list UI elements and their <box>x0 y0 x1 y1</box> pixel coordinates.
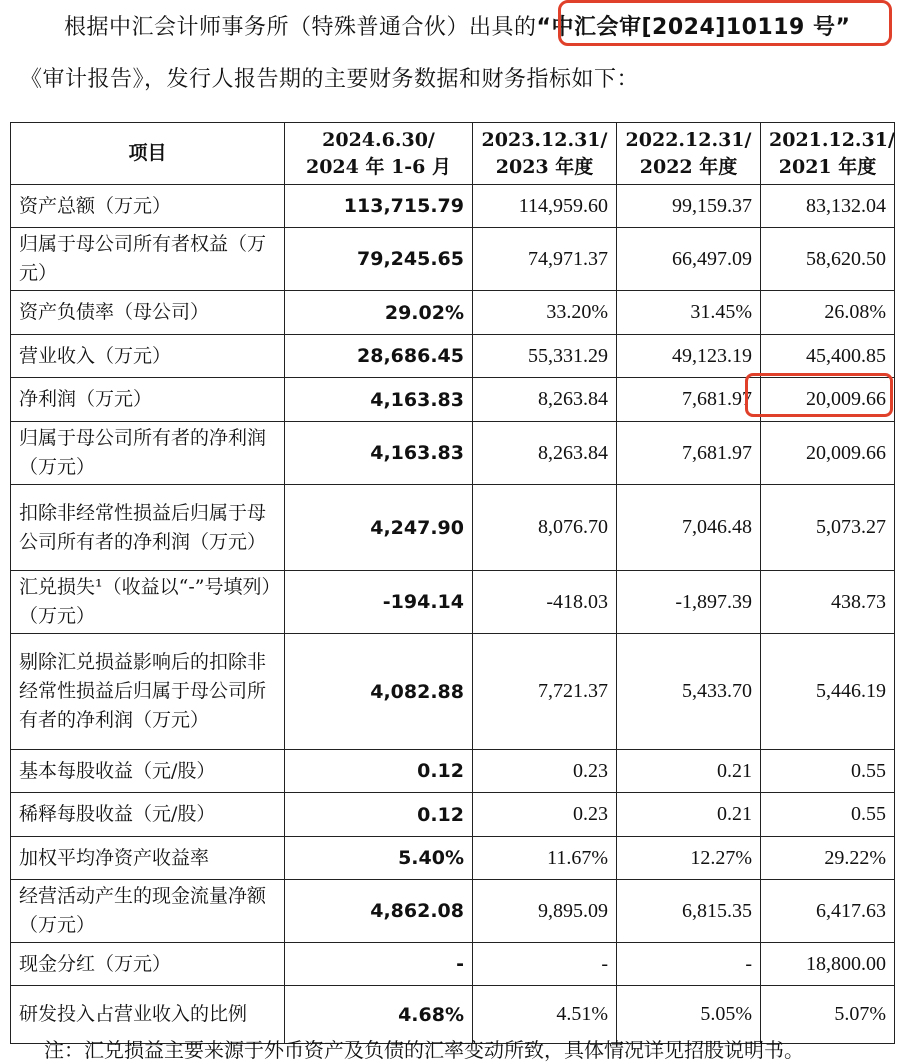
cell-value-2024h1: 113,715.79 <box>285 185 473 228</box>
cell-value-2022: 0.21 <box>617 793 761 837</box>
cell-value-2022: 49,123.19 <box>617 335 761 378</box>
cell-value-2022: 66,497.09 <box>617 228 761 291</box>
cell-value-2022: 99,159.37 <box>617 185 761 228</box>
cell-value-2021: 58,620.50 <box>761 228 895 291</box>
table-row <box>11 943 895 986</box>
cell-value-2022: 31.45% <box>617 291 761 335</box>
cell-value-2021: 5,446.19 <box>761 634 895 750</box>
table-row <box>11 228 895 291</box>
row-item-label: 归属于母公司所有者权益（万元） <box>11 228 285 291</box>
cell-value-2023: 11.67% <box>473 837 617 880</box>
cell-value-2023: 0.23 <box>473 750 617 793</box>
cell-value-2023: 9,895.09 <box>473 880 617 943</box>
row-item-label: 汇兑损失¹（收益以“-”号填列）（万元） <box>11 571 285 634</box>
row-item-label: 经营活动产生的现金流量净额（万元） <box>11 880 285 943</box>
cell-value-2021: 20,009.66 <box>761 422 895 485</box>
cell-value-2022: 7,681.97 <box>617 422 761 485</box>
cell-value-2024h1: 4,247.90 <box>285 485 473 571</box>
row-item-label: 现金分红（万元） <box>11 943 285 986</box>
cell-value-2024h1: 5.40% <box>285 837 473 880</box>
row-item-label: 资产总额（万元） <box>11 185 285 228</box>
cell-value-2021: 438.73 <box>761 571 895 634</box>
financial-data-table <box>10 122 895 1044</box>
cell-value-2021: 0.55 <box>761 750 895 793</box>
cell-value-2022: 12.27% <box>617 837 761 880</box>
cell-value-2024h1: 0.12 <box>285 793 473 837</box>
header-2024h1: 2024.6.30/ 2024 年 1-6 月 <box>285 123 473 185</box>
cell-value-2022: 7,046.48 <box>617 485 761 571</box>
cell-value-2024h1: -194.14 <box>285 571 473 634</box>
cell-value-2023: - <box>473 943 617 986</box>
row-item-label: 归属于母公司所有者的净利润（万元） <box>11 422 285 485</box>
cell-value-2021: 6,417.63 <box>761 880 895 943</box>
row-item-label: 营业收入（万元） <box>11 335 285 378</box>
cell-value-2024h1: 4,862.08 <box>285 880 473 943</box>
table-row <box>11 185 895 228</box>
cell-value-2022: - <box>617 943 761 986</box>
table-header-row <box>11 123 895 185</box>
cell-value-2023: 74,971.37 <box>473 228 617 291</box>
row-item-label: 基本每股收益（元/股） <box>11 750 285 793</box>
row-item-label: 剔除汇兑损益影响后的扣除非经常性损益后归属于母公司所有者的净利润（万元） <box>11 634 285 750</box>
cell-value-2024h1: 4,082.88 <box>285 634 473 750</box>
table-row <box>11 750 895 793</box>
cell-value-2024h1: - <box>285 943 473 986</box>
header-item: 项目 <box>11 123 285 185</box>
cell-value-2022: 6,815.35 <box>617 880 761 943</box>
row-item-label: 稀释每股收益（元/股） <box>11 793 285 837</box>
cell-value-2021: 29.22% <box>761 837 895 880</box>
cell-value-2023: 8,076.70 <box>473 485 617 571</box>
cell-value-2022: 7,681.97 <box>617 378 761 422</box>
table-row <box>11 880 895 943</box>
cell-value-2023: 55,331.29 <box>473 335 617 378</box>
cell-value-2024h1: 4,163.83 <box>285 422 473 485</box>
row-item-label: 加权平均净资产收益率 <box>11 837 285 880</box>
cell-value-2021: 5.07% <box>761 986 895 1044</box>
cell-value-2023: 33.20% <box>473 291 617 335</box>
cell-value-2023: 114,959.60 <box>473 185 617 228</box>
intro-line-1-text: 根据中汇会计师事务所（特殊普通合伙）出具的 <box>64 15 537 40</box>
cell-value-2023: 0.23 <box>473 793 617 837</box>
audit-number-highlight-box <box>558 0 892 46</box>
cell-value-2021: 18,800.00 <box>761 943 895 986</box>
cell-value-2023: 4.51% <box>473 986 617 1044</box>
table-row <box>11 571 895 634</box>
cell-value-2021: 5,073.27 <box>761 485 895 571</box>
table-row <box>11 837 895 880</box>
cell-value-2024h1: 29.02% <box>285 291 473 335</box>
cell-value-2023: -418.03 <box>473 571 617 634</box>
cell-value-2024h1: 4.68% <box>285 986 473 1044</box>
table-row <box>11 422 895 485</box>
row-item-label: 净利润（万元） <box>11 378 285 422</box>
cell-value-2021: 26.08% <box>761 291 895 335</box>
header-2021: 2021.12.31/ 2021 年度 <box>761 123 895 185</box>
table-row <box>11 291 895 335</box>
cell-value-2023: 8,263.84 <box>473 422 617 485</box>
cell-value-2021: 0.55 <box>761 793 895 837</box>
cell-value-2021: 45,400.85 <box>761 335 895 378</box>
cell-value-2024h1: 79,245.65 <box>285 228 473 291</box>
cell-value-2024h1: 0.12 <box>285 750 473 793</box>
row-item-label: 资产负债率（母公司） <box>11 291 285 335</box>
cell-value-2023: 8,263.84 <box>473 378 617 422</box>
table-row <box>11 793 895 837</box>
cell-value-2024h1: 4,163.83 <box>285 378 473 422</box>
cell-value-2022: 5.05% <box>617 986 761 1044</box>
row-item-label: 扣除非经常性损益后归属于母公司所有者的净利润（万元） <box>11 485 285 571</box>
intro-line-2: 《审计报告》，发行人报告期的主要财务数据和财务指标如下： <box>20 67 640 92</box>
cell-value-2022: 5,433.70 <box>617 634 761 750</box>
net-profit-2021-highlight-box <box>745 373 893 417</box>
audit-report-number: “中汇会审[2024]10119 号” <box>536 15 851 40</box>
header-2022: 2022.12.31/ 2022 年度 <box>617 123 761 185</box>
table-row <box>11 335 895 378</box>
header-2023: 2023.12.31/ 2023 年度 <box>473 123 617 185</box>
table-row <box>11 485 895 571</box>
cell-value-2024h1: 28,686.45 <box>285 335 473 378</box>
cell-value-2023: 7,721.37 <box>473 634 617 750</box>
cell-value-2022: -1,897.39 <box>617 571 761 634</box>
row-item-label: 研发投入占营业收入的比例 <box>11 986 285 1044</box>
cell-value-2021: 20,009.66 <box>761 378 895 422</box>
footnote: 注：汇兑损益主要来源于外币资产及负债的汇率变动所致，具体情况详见招股说明书。 <box>44 1038 804 1062</box>
table-row <box>11 634 895 750</box>
cell-value-2021: 83,132.04 <box>761 185 895 228</box>
cell-value-2022: 0.21 <box>617 750 761 793</box>
